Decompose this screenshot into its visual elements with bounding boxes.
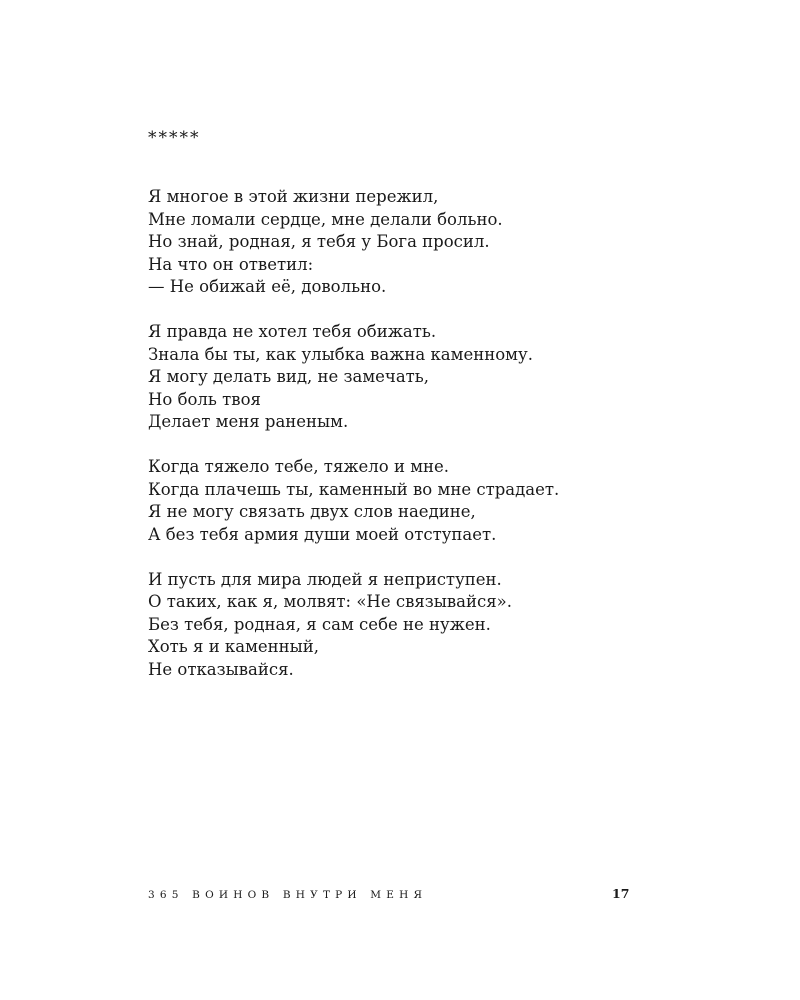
- poem: [148, 186, 748, 704]
- poem-line: Я многое в этой жизни пережил,: [148, 187, 439, 206]
- poem-line: Делает меня раненым.: [148, 412, 349, 431]
- poem-line: Хоть я и каменный,: [148, 637, 320, 656]
- poem-line: О таких, как я, молвят: «Не связывайся».: [148, 592, 513, 611]
- poem-line: Когда плачешь ты, каменный во мне страдает.: [148, 479, 560, 499]
- poem-line: Без тебя, родная, я сам себе не нужен.: [148, 614, 491, 634]
- stanza-4: [148, 569, 748, 682]
- poem-line: На что он ответил:: [148, 254, 314, 274]
- poem-line: — Не обижай её, довольно.: [148, 277, 387, 296]
- poem-line: Но знай, родная, я тебя у Бога просил.: [148, 232, 490, 251]
- running-footer-title: 365 ВОИНОВ ВНУТРИ МЕНЯ: [148, 889, 428, 901]
- poem-line: Но боль твоя: [148, 389, 261, 409]
- stanza-1: [148, 186, 748, 299]
- poem-line: Я могу делать вид, не замечать,: [148, 367, 430, 386]
- poem-line: Я правда не хотел тебя обижать.: [148, 322, 437, 341]
- stanza-2: [148, 321, 748, 434]
- page-number: 17: [612, 886, 630, 901]
- section-separator: *****: [148, 128, 201, 148]
- poem-line: Мне ломали сердце, мне делали больно.: [148, 209, 503, 229]
- stanza-3: [148, 456, 748, 546]
- poem-line: И пусть для мира людей я неприступен.: [148, 569, 502, 589]
- poem-line: Я не могу связать двух слов наедине,: [148, 502, 476, 521]
- poem-line: Когда тяжело тебе, тяжело и мне.: [148, 457, 450, 476]
- poem-line: Не отказывайся.: [148, 659, 294, 679]
- poem-line: Знала бы ты, как улыбка важна каменному.: [148, 344, 533, 364]
- poem-line: А без тебя армия души моей отступает.: [148, 524, 497, 544]
